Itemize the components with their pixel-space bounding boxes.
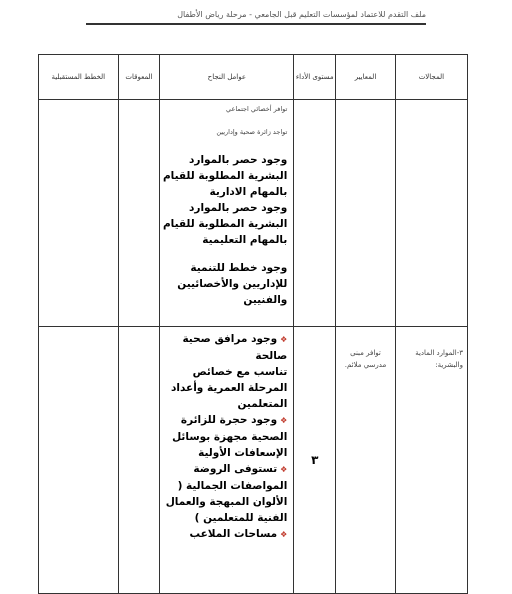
table-header-row: [39, 55, 468, 100]
list-item: ❖وجود مرافق صحية صالحة: [182, 333, 288, 362]
column-header-level: مستوى الأداء: [294, 55, 336, 100]
column-header-criteria: المعايير: [336, 55, 396, 100]
level-cell-1: [294, 100, 336, 327]
factor-big-3: وجود خطط للتنمية للإداريين والأخصائيين والفنيين: [177, 262, 288, 306]
bullet-icon: ❖: [280, 416, 288, 425]
column-header-obstacles: المعوقات: [118, 55, 160, 100]
list-item: ❖تستوفى الروضة المواصفات الجمالية ( الألوان المبهجة والعمال الفنية للمتعلمين ): [165, 463, 288, 524]
domain-cell-1: [395, 100, 467, 327]
level-cell-2: ٣: [294, 327, 336, 594]
obstacles-cell-2: [118, 327, 160, 594]
factor-small-2: تواجد زائرة صحية وإداريين: [216, 128, 288, 136]
table-row: [39, 100, 468, 327]
factor-big-2: وجود حصر بالموارد البشرية المطلوبة للقيام بالمهام التعليمية: [162, 202, 288, 246]
column-header-factors: عوامل النجاح: [160, 55, 294, 100]
bullet-icon: ❖: [280, 335, 288, 344]
header-divider: [86, 23, 426, 25]
factors-list: [160, 331, 293, 543]
accreditation-table: [38, 54, 468, 594]
factors-cell-2: [160, 327, 294, 594]
column-header-domain: المجالات: [395, 55, 467, 100]
column-header-future: الخطط المستقبلية: [39, 55, 119, 100]
bullet-icon: ❖: [280, 465, 288, 474]
criteria-cell-2: توافر مبنى مدرسي ملائم.: [336, 327, 396, 594]
table-row: [39, 327, 468, 594]
bullet-icon: ❖: [280, 530, 288, 539]
future-cell-2: [39, 327, 119, 594]
domain-cell-2: ٣-الموارد المادية والبشرية:: [395, 327, 467, 594]
obstacles-cell-1: [118, 100, 160, 327]
list-item: ❖مساحات الملاعب: [189, 528, 288, 540]
page-header: ملف التقدم للاعتماد لمؤسسات التعليم قبل الجامعي - مرحلة رياض الأطفال: [177, 10, 426, 19]
criteria-cell-1: [336, 100, 396, 327]
factors-cell-1: [160, 100, 294, 327]
list-item: ❖وجود حجرة للزائرة الصحية مجهزة بوسائل الإسعافات الأولية: [172, 414, 288, 459]
factor-small-1: توافر أخصائي اجتماعي: [226, 105, 288, 113]
future-cell-1: [39, 100, 119, 327]
list-item: تناسب مع خصائص المرحلة العمرية وأعداد المتعلمين: [170, 366, 288, 410]
factor-big-1: وجود حصر بالموارد البشرية المطلوبة للقيام بالمهام الادارية: [162, 154, 288, 198]
